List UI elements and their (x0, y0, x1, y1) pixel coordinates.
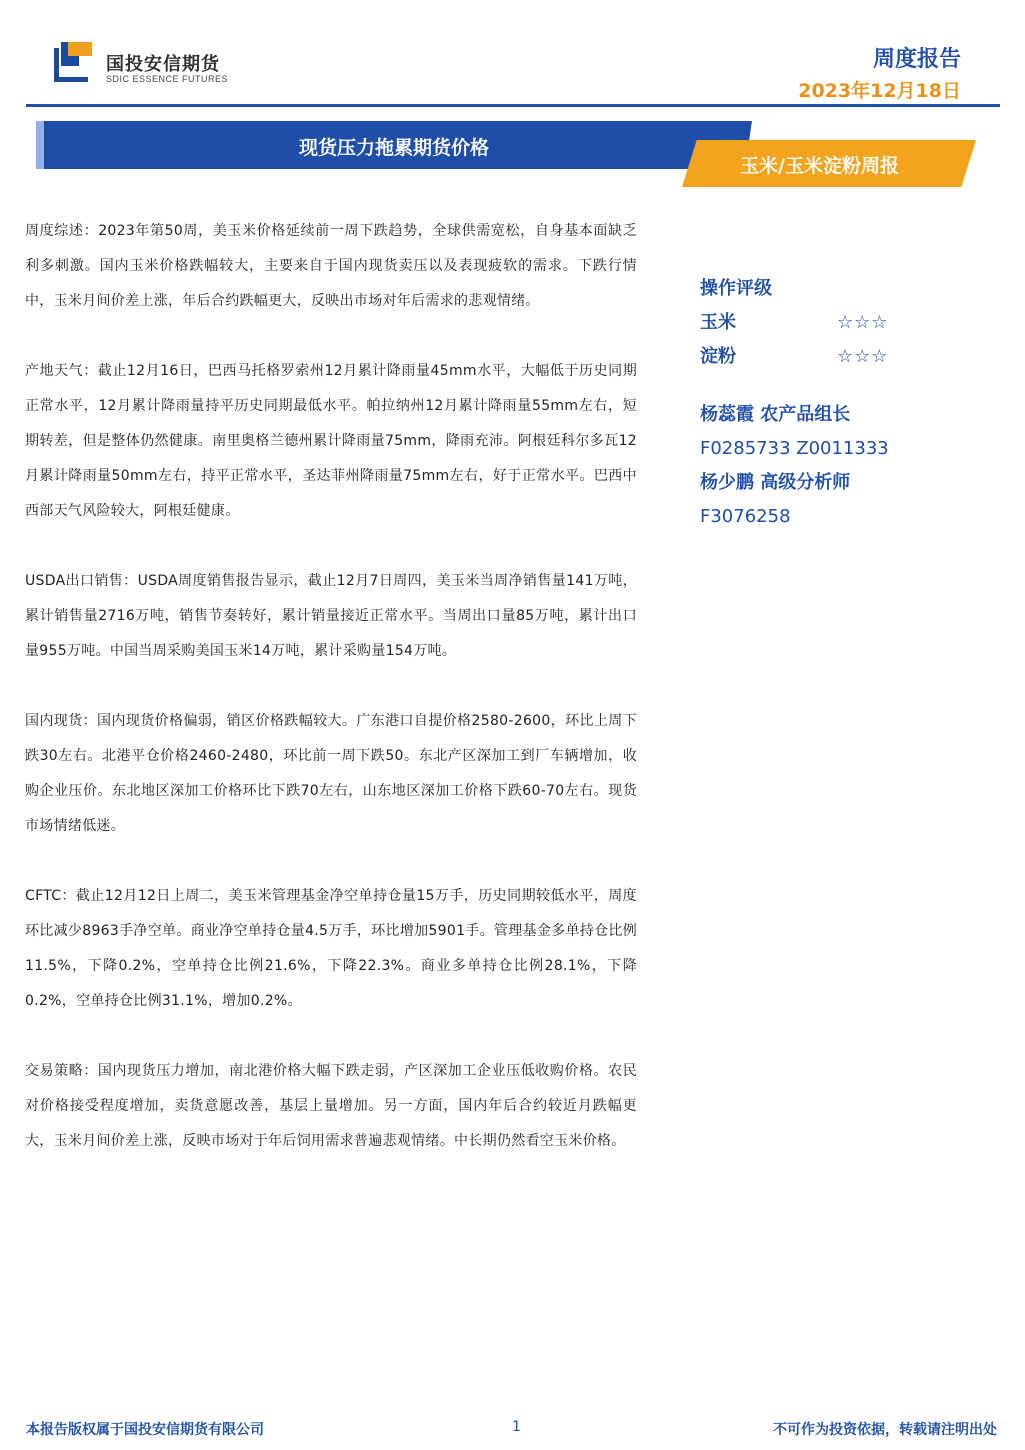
paragraph-weather: 产地天气：截止12月16日，巴西马托格罗索州12月累计降雨量45mm水平，大幅低于历史同期正常水平，12月累计降雨量持平历史同期最低水平。帕拉纳州12月累计降雨量55mm左右，短期转差，但是整体仍然健康。南里奥格兰德州累计降雨量75mm，降雨充沛。阿根廷科尔多瓦12月累计降雨量50mm左右，持平正常水平，圣达菲州降雨量75mm左右，好于正常水平。巴西中西部天气风险较大，阿根廷健康。 (25, 363, 637, 519)
page-number: 1 (512, 1419, 521, 1435)
logo-mark-icon (54, 42, 94, 82)
rating-title: 操作评级 (700, 278, 772, 299)
analyst-license: F3076258 (700, 506, 791, 527)
paragraph-domestic-spot: 国内现货：国内现货价格偏弱，销区价格跌幅较大。广东港口自提价格2580-2600，环比上周下跌30左右。北港平仓价格2460-2480，环比前一周下跌50。东北产区深加工到厂车辆增加，收购企业压价。东北地区深加工价格环比下跌70左右，山东地区深加工价格下跌60-70左右。现货市场情绪低迷。 (25, 713, 637, 834)
rating-name: 淀粉 (700, 346, 736, 367)
report-type: 周度报告 (872, 47, 961, 72)
analyst-list (700, 398, 940, 534)
paragraph-weekly-summary: 周度综述：2023年第50周，美玉米价格延续前一周下跌趋势，全球供需宽松，自身基本面缺乏利多刺激。国内玉米价格跌幅较大，主要来自于国内现货卖压以及表现疲软的需求。下跌行情中，玉米月间价差上涨，年后合约跌幅更大，反映出市场对年后需求的悲观情绪。 (25, 223, 637, 309)
footer-copyright: 本报告版权属于国投安信期货有限公司 (26, 1422, 264, 1438)
paragraph-strategy: 交易策略：国内现货压力增加，南北港价格大幅下跌走弱，产区深加工企业压低收购价格。农民对价格接受程度增加，卖货意愿改善，基层上量增加。另一方面，国内年后合约较近月跌幅更大，玉米月间价差上涨，反映市场对于年后饲用需求普遍悲观情绪。中长期仍然看空玉米价格。 (25, 1063, 637, 1149)
company-logo (54, 42, 244, 88)
report-title: 现货压力拖累期货价格 (298, 137, 489, 159)
logo-english-name: SDIC ESSENCE FUTURES (106, 74, 229, 84)
report-subtitle: 玉米/玉米淀粉周报 (740, 155, 899, 177)
analyst-license: F0285733 Z0011333 (700, 438, 889, 459)
rating-row-starch (700, 340, 940, 374)
rating-name: 玉米 (700, 312, 736, 333)
footer-disclaimer: 不可作为投资依据，转载请注明出处 (773, 1422, 997, 1438)
paragraph-usda-export: USDA出口销售：USDA周度销售报告显示，截止12月7日周四，美玉米当周净销售量141万吨，累计销售量2716万吨，销售节奏转好，累计销量接近正常水平。当周出口量85万吨，累计出口量955万吨。中国当周采购美国玉米14万吨，累计采购量154万吨。 (25, 573, 637, 659)
report-body (25, 214, 637, 1194)
paragraph-cftc: CFTC：截止12月12日上周二，美玉米管理基金净空单持仓量15万手，历史同期较低水平，周度环比减少8963手净空单。商业净空单持仓量4.5万手，环比增加5901手。管理基金多单持仓比例11.5%，下降0.2%，空单持仓比例21.6%，下降22.3%。商业多单持仓比例28.1%，下降0.2%，空单持仓比例31.1%，增加0.2%。 (25, 888, 637, 1009)
logo-chinese-name: 国投安信期货 (106, 54, 220, 75)
header-divider (26, 104, 1000, 107)
sidebar (700, 272, 940, 534)
rating-row-corn (700, 306, 940, 340)
star-rating-icon: ☆☆☆ (837, 312, 889, 333)
analyst-name-title: 杨少鹏 高级分析师 (700, 472, 851, 493)
report-date: 2023年12月18日 (798, 80, 961, 102)
title-banner-accent (36, 121, 44, 169)
analyst-name-title: 杨蕊霞 农产品组长 (700, 404, 851, 425)
star-rating-icon: ☆☆☆ (837, 346, 889, 367)
